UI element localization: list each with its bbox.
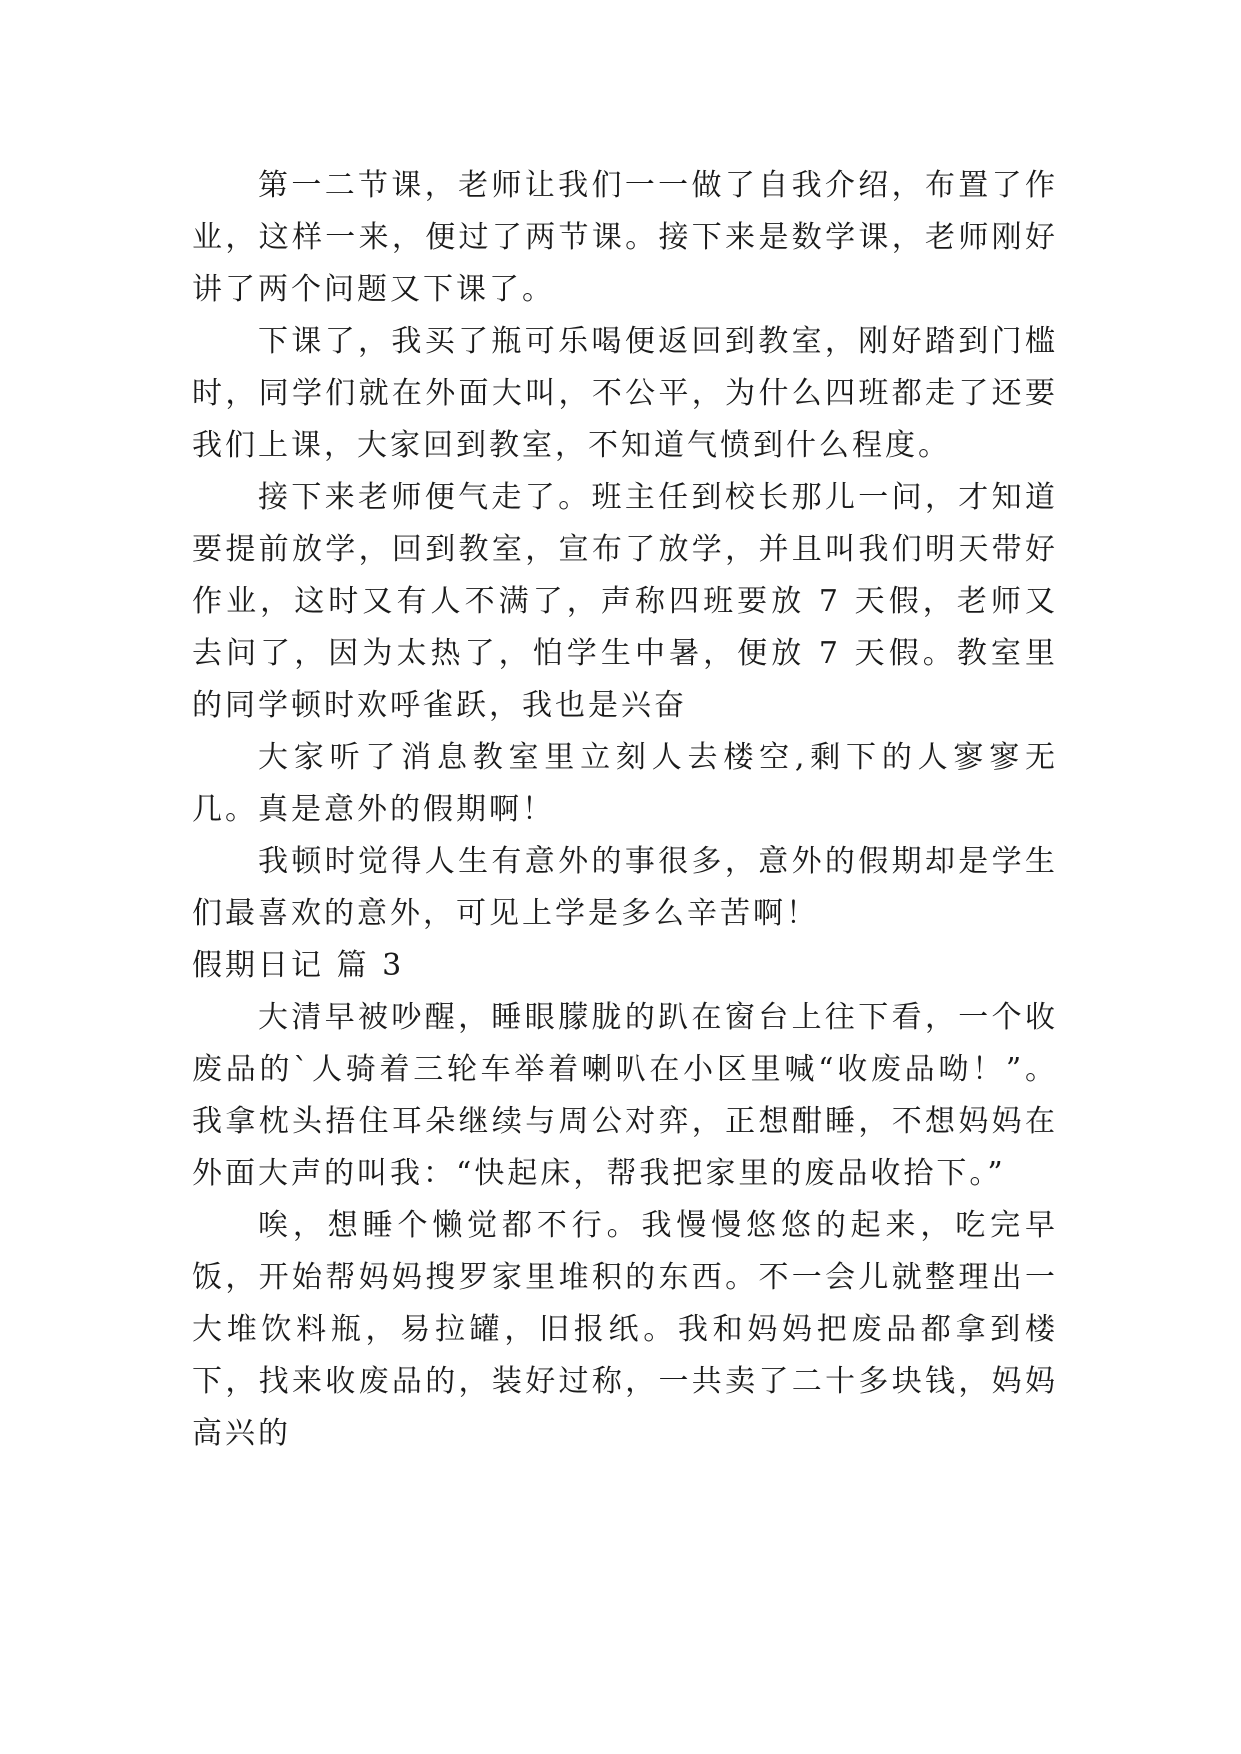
paragraph-6: 大清早被吵醒，睡眼朦胧的趴在窗台上往下看，一个收废品的`人骑着三轮车举着喇叭在小区里喊“收废品呦！”。我拿枕头捂住耳朵继续与周公对弈，正想酣睡，不想妈妈在外面大声的叫我：“快起床，帮我把家里的废品收拾下。” (192, 1000, 1058, 1191)
paragraph-5: 我顿时觉得人生有意外的事很多，意外的假期却是学生们最喜欢的意外，可见上学是多么辛苦啊！ (192, 844, 1058, 931)
paragraph-1: 第一二节课，老师让我们一一做了自我介绍，布置了作业，这样一来，便过了两节课。接下来是数学课，老师刚好讲了两个问题又下课了。 (192, 168, 1058, 307)
paragraph-7: 唉，想睡个懒觉都不行。我慢慢悠悠的起来，吃完早饭，开始帮妈妈搜罗家里堆积的东西。不一会儿就整理出一大堆饮料瓶，易拉罐，旧报纸。我和妈妈把废品都拿到楼下，找来收废品的，装好过称，一共卖了二十多块钱，妈妈高兴的 (192, 1208, 1058, 1451)
paragraph-2: 下课了，我买了瓶可乐喝便返回到教室，刚好踏到门槛时，同学们就在外面大叫，不公平，为什么四班都走了还要我们上课，大家回到教室，不知道气愤到什么程度。 (192, 324, 1058, 463)
paragraph-4: 大家听了消息教室里立刻人去楼空,剩下的人寥寥无几。真是意外的假期啊！ (192, 740, 1058, 827)
document-body (192, 160, 1058, 1460)
section-heading: 假期日记 篇 3 (192, 948, 405, 983)
paragraph-3: 接下来老师便气走了。班主任到校长那儿一问，才知道要提前放学，回到教室，宣布了放学，并且叫我们明天带好作业，这时又有人不满了，声称四班要放 7 天假，老师又去问了，因为太热了，怕学生中暑，便放 7 天假。教室里的同学顿时欢呼雀跃，我也是兴奋 (192, 480, 1058, 723)
